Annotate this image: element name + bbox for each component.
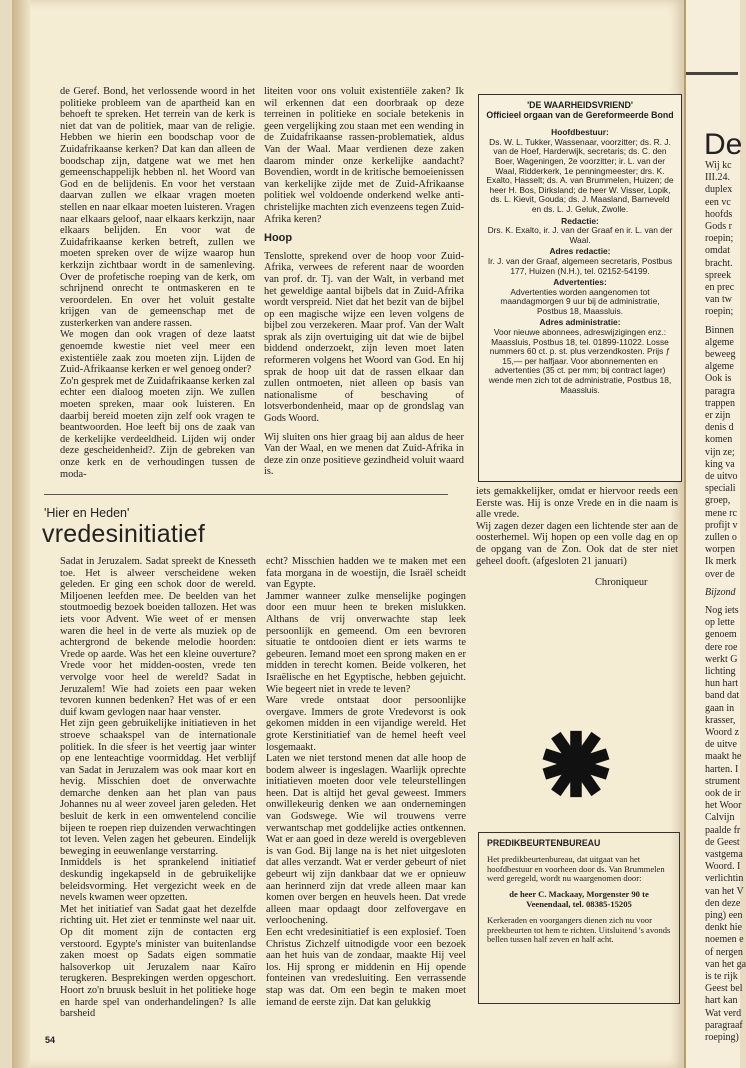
adjacent-page-line: Geest bel <box>705 983 743 995</box>
paragraph: Met het initiatief van Sadat gaat het dezelfde richting uit. Het ziet er tenminste wel naar uit. Op dit moment zijn de contacten erg verstoord. Egypte's minister van buitenlandse zaken moest op Sadats eigen sommatie halsoverkop uit Jeruzalem naar Kaïro terugkeren. Besprekingen werden opgeschort. Hoort zo'n bruusk besluit in het politieke hoge en harde spel van onderhandelingen? Is alle barsheid <box>60 903 256 1020</box>
preaching-bureau-box <box>478 832 680 1004</box>
adjacent-page-line: de uitvo <box>705 471 738 482</box>
paragraph: iets gemakkelijker, omdat er hiervoor reeds een Eerste was. Hij is onze Vrede en in die naam is alle vrede. <box>476 486 678 521</box>
adjacent-page-line: ook de ir <box>705 788 741 799</box>
paragraph: Laten we niet terstond menen dat alle hoop de bodem alweer is ingeslagen. Waarlijk oprechte initiatieven moeten door vele teleurstellingen heen. Dat is altijd het geval geweest. Immers onwillekeurig denken we aan ondernemingen van Godswege. Wie wil trouwens verre verwantschap met goddelijke acties ontkennen. Wat er aan goed in deze wereld is overgebleven is van God. Bij lange na is het niet uitgesloten dat alles verzandt. Wat er verder gebeurt of niet gebeurt wij zijn dankbaar dat we er opnieuw aan herinnerd zijn dat vrede alleen maar kan komen over bergen en heuvels heen. Dat vrede alleen maar opdaagt door zelfovergave en verloochening. <box>266 753 466 927</box>
preaching-bureau-intro: Het predikbeurtenbureau, dat uitgaat van het hoofdbestuur en voorheen door ds. Van Brummelen werd geregeld, wordt nu waargenomen door: <box>487 853 665 884</box>
board-heading: Hoofdbestuur: <box>551 127 609 138</box>
adjacent-page-line: Ik merk <box>705 556 737 568</box>
adjacent-page-line: beweeg <box>705 349 736 360</box>
board-text: Ds. W. L. Tukker, Wassenaar, voorzitter; ds. R. J. van de Hoef, Harderwijk, secretaris; ds. C. den Boer, Wageningen, 2e voorzitter; ir. L. van der Waal, Ridderkerk, 1e penningmeester; drs. K. Exalto, Hasselt; ds. A. van Brummelen, Huizen; de heer H. Bos, Dirksland; de heer W. Visser, Lopik, ds. L. Kievit, Gouda; ds. J. Maasland, Barneveld en ds. L. J. Geluk, Zwolle. <box>486 136 674 214</box>
preaching-bureau-footer: Kerkeraden en voorgangers dienen zich nu voor preekbeurten tot hem te richten. Uitsluitend 's avonds bellen tussen half zeven en half acht. <box>487 914 671 945</box>
adjacent-page-line: bracht. <box>705 257 733 269</box>
top-middle-column <box>264 86 464 478</box>
adjacent-page-line: paragra <box>705 385 735 397</box>
adjacent-page-line: zullen o <box>705 532 737 543</box>
paragraph: Wij zagen dezer dagen een lichtende ster aan de oosterhemel. Wij hopen op een volle dag en op de opgang van de Zon. Ook dat de ster niet geheel dooft. (afgesloten 21 januari) <box>476 520 678 567</box>
address-text: Ir. J. van der Graaf, algemeen secretaris, Postbus 177, Huizen (N.H.), tel. 02152-54199. <box>487 255 673 276</box>
paragraph: Ware vrede ontstaat door persoonlijke overgave. Immers de grote Vredevorst is ook gekomen midden in een vijandige wereld. Het grote Kerstinitiatief van de hemel heeft veel losgemaakt. <box>266 695 466 753</box>
ads-text: Advertenties worden aangenomen tot maandagmorgen 9 uur bij de administratie, Postbus 18, Maassluis. <box>500 286 660 316</box>
article-column-2 <box>266 556 466 1008</box>
adjacent-page-line: hun hart <box>705 678 739 690</box>
top-left-column <box>60 86 255 480</box>
adjacent-page-line: speciali <box>705 483 736 495</box>
adjacent-page-line: hoofds <box>705 208 733 220</box>
adjacent-page-line: paragraaf <box>705 1019 743 1031</box>
adjacent-page-line: er zijn <box>705 410 731 421</box>
paragraph: de Geref. Bond, het verlossende woord in het politieke probleem van de apartheid kan en behoeft te spreken. Het terrein van de kerk is niet dat van de politiek, maar van de religie. Hebben we hierin een boodschap voor de Zuidafrikaanse kerken? Dat kan dan alleen de boodschap zijn, datgene wat we met hen gemeenschappelijk hebben nl. het Woord van God en de belijdenis. En voor het verstaan daarvan zullen we elkaar vragen moeten stellen en naar elkaar moeten luisteren. Vragen naar elkaars geloof, naar elkaars kerkzijn, naar elkaars belijden. En voor wat de Zuidafrikaanse kerken betreft, zullen we moeten spreken over de wijze waarop hun kerkzijn zichtbaar wordt in de samenleving. Over de profetische roeping van de kerk, om schrijnend onrecht te ontmaskeren en te veroordelen. En over het voluit gestalte krijgen van de gemeenschap met de zusterkerken van andere rassen. <box>60 86 255 329</box>
adjacent-page-line: over de <box>705 568 735 580</box>
adjacent-page-line: Calvijn <box>705 812 735 824</box>
ads-heading: Advertenties: <box>553 277 607 288</box>
article-column-1 <box>60 556 256 1020</box>
adjacent-page-line: ping) een <box>705 910 743 921</box>
paragraph: Sadat in Jeruzalem. Sadat spreekt de Knesseth toe. Het is alweer verscheidene weken geleden. Er ging een schok door de wereld. Miljoenen leefden mee. De beelden van het stoutmoedig bezoek boeiden tallozen. Het was iets voor Advent. Wie weet of er mensen waren die heel in de verte als muziek op de achtergrond de bekende melodie hoorden: Vrede op aarde. Was het een kleine ouverture? Vrede voor het midden-oosten, vrede ten vervolge voor heel de wereld? Sadat in Jeruzalem! Wie had zoiets een paar weken tevoren kunnen bedenken? Het was of er een duif kwam gevlogen naar haar venster. <box>60 556 256 718</box>
adjacent-page-line: worpen <box>705 544 735 556</box>
adjacent-page-line: Bijzond <box>705 586 736 598</box>
adjacent-page-line: komen <box>705 434 733 446</box>
adjacent-page-line: paalde fr <box>705 824 741 836</box>
adjacent-page-line: den deze <box>705 897 741 909</box>
adjacent-page-line: of nergen <box>705 946 743 958</box>
adjacent-page-line: van het ga <box>705 958 746 970</box>
adjacent-page-line: algeme <box>705 336 734 348</box>
editorial-heading: Redactie: <box>561 215 599 226</box>
adjacent-page-line: Woord. I <box>705 861 741 873</box>
adjacent-page-line: III.24. <box>705 172 730 184</box>
adjacent-page-line: de Geest <box>705 836 740 848</box>
adjacent-page-line: werkt G <box>705 653 738 665</box>
adjacent-page-line: algeme <box>705 361 734 373</box>
adjacent-page-line: is te rijk <box>705 971 738 982</box>
article-column-3 <box>476 486 678 567</box>
adjacent-page-line: Wat verd <box>705 1007 742 1019</box>
adjacent-page-line: Binnen <box>705 324 734 336</box>
colophon-box <box>478 94 682 482</box>
preaching-bureau-title: PREDIKBEURTENBUREAU <box>487 838 601 848</box>
page-number: 54 <box>45 1035 56 1045</box>
address-heading: Adres redactie: <box>549 246 611 257</box>
adjacent-page-line: noemen e <box>705 934 744 946</box>
hoop-heading: Hoop <box>264 232 293 245</box>
adjacent-page-line: genoem <box>705 629 737 641</box>
adjacent-page-line: van tw <box>705 294 732 306</box>
adjacent-page-line: groep, <box>705 495 731 507</box>
adjacent-page-line: king va <box>705 458 735 470</box>
article-headline: vredesinitiatief <box>42 520 206 548</box>
adjacent-page-line: band dat <box>705 690 740 702</box>
paragraph: liteiten voor ons voluit existentiële zaken? Ik wil erkennen dat een doorbraak op deze terreinen in politieke en sociale betekenis in geen vergelijking zou staan met een wending in de Zuidafrikaanse rassen-problematiek, aldus Van der Waal. Maar verdienen deze zaken daarom minder onze kerkelijke aandacht? Bovendien, wordt in de kritische bemoeienissen van kerkelijke zijde met de Zuid-Afrikaanse politiek wel voldoende onderkend welke anti-christelijke machten zich evenzeens tegen Zuid-Afrika keren? <box>264 86 464 225</box>
paragraph: Het zijn geen gebruikelijke initiatieven in het stroeve schaakspel van de internationale politiek. In die sfeer is het veertig jaar winter op ene lenteachtige voormiddag. Het verblijf van Sadat in Jeruzalem was ook maar kort en hevig. Misschien doet de onverwachte demarche denken aan het plan van paus Johannes nu al weer zoveel jaren geleden. Het besluit de kerk in een omwentelend concilie bijeen te roepen riep duizenden verwachtingen tot leven. Velen zagen het gebeuren. Eindelijk beweging in eeuwenlange verstarring. <box>60 718 256 857</box>
paragraph: We mogen dan ook vragen of deze laatst genoemde kwestie niet veel meer een existentiële zaak zou moeten zijn. Lijden de Zuid-Afrikaanse kerken er wel genoeg onder? <box>60 329 255 376</box>
adjacent-page-line: roepin; <box>705 306 734 318</box>
adjacent-page-line: van het V <box>705 885 744 897</box>
editorial-text: Drs. K. Exalto, ir. J. van der Graaf en ir. L. van der Waal. <box>487 225 673 245</box>
adjacent-page-line: gaan in <box>705 702 735 714</box>
adjacent-page-line: Gods r <box>705 221 732 232</box>
adjacent-page-line: profijt v <box>705 519 738 531</box>
colophon-subtitle: Officieel orgaan van de Gereformeerde Bond <box>486 109 674 120</box>
adjacent-page-line: en prec <box>705 282 735 293</box>
adjacent-page-line: een vc <box>705 196 731 208</box>
adjacent-page-line: trappen <box>705 397 735 409</box>
adjacent-page-line: Ook is <box>705 373 732 385</box>
paragraph: Jammer wanneer zulke menselijke pogingen door een muur heen te breken mislukken. Althans de vrij onverwachte stap leek persoonlijk en gemeend. Om een bevroren situatie te ontdooien dient er iets warms te gebeuren. Iemand moet een sprong maken en er midden in terecht komen. Beide volkeren, het Israëlische en het Egyptische, hebben gejuicht. Wie begeert niet in vrede te leven? <box>266 590 466 695</box>
paragraph: Wij sluiten ons hier graag bij aan aldus de heer Van der Waal, en we menen dat Zuid-Afrika in deze zin onze positieve gezindheid voluit waard is. <box>264 431 464 478</box>
adjacent-page-line: Wij kc <box>705 160 732 171</box>
adjacent-page-rule <box>686 72 738 75</box>
admin-text: Voor nieuwe abonnees, adreswijzigingen enz.: Maassluis, Postbus 18, tel. 01899-11022. Losse nummers 60 ct. p. st. plus verzendkosten. Prijs ƒ 15,— per halfjaar. Voor abonnementen en advertenties (35 ct. per mm; bij contract lager) wende men zich tot de administratie, Postbus 18, Maassluis. <box>488 327 672 395</box>
adjacent-page-line: duplex <box>705 184 733 196</box>
paragraph: Tenslotte, sprekend over de hoop voor Zuid-Afrika, verwees de referent naar de woorden van prof. dr. Tj. van der Walt, in verband met het geweldige aantal bijbels dat in Zuid-Afrika wordt verspreid. Niet dat het bezit van de bijbel op een magische wijze een leven volgens de bijbel zou verzekeren. Maar prof. Van der Walt sprak als zijn overtuiging uit dat wie de bijbel biddend onderzoekt, zijn leven moet laten reformeren volgens het Woord van God. En hij sprak de hoop uit dat de rassen elkaar dan zullen ontmoeten, niet alleen op basis van nationalisme of beschaving of lotsverbondenheid, maar op de grondslag van Gods Woord. <box>264 250 464 425</box>
adjacent-page-line: denkt hie <box>705 922 742 934</box>
adjacent-page-line: omdat <box>705 245 730 257</box>
paragraph: echt? Misschien hadden we te maken met een fata morgana in de woestijn, die Israël scheidt van Egypte. <box>266 556 466 591</box>
adjacent-page-headline: De <box>704 128 743 161</box>
adjacent-page-line: de uitve <box>705 739 737 751</box>
asterisk-ornament-icon <box>540 728 612 800</box>
colophon-title: 'DE WAARHEIDSVRIEND' <box>527 100 633 110</box>
adjacent-page-line: op lette <box>705 617 735 629</box>
adjacent-page-line: krasser, <box>705 714 736 726</box>
admin-heading: Adres administratie: <box>539 317 621 328</box>
adjacent-page-line: harten. I <box>705 763 739 775</box>
adjacent-page-line: verlichtin <box>705 873 744 885</box>
article-signature: Chroniqueur <box>595 577 648 588</box>
adjacent-page-line: maakt he <box>705 751 742 763</box>
adjacent-page-line: lichting <box>705 666 736 677</box>
adjacent-page-line: roeping) <box>705 1032 739 1043</box>
preaching-bureau-address: de heer C. Mackaay, Morgenster 90 te Veenendaal, tel. 08385-15205 <box>509 889 649 909</box>
adjacent-page-line: hart kan <box>705 995 738 1007</box>
page-binding <box>12 0 30 1068</box>
section-divider <box>44 494 448 495</box>
paragraph: Een echt vredesinitiatief is een explosief. Toen Christus Zichzelf uitnodigde voor een bezoek aan het huis van de zondaar, maakte Hij veel los. Hij sprong er middenin en Hij opende fonteinen van vredesluiting. Een verrassende stap was dat. Om een begin te maken moet iemand de eerste zijn. Dat kan gelukkig <box>266 927 466 1008</box>
article-kicker: 'Hier en Heden' <box>44 506 130 520</box>
adjacent-page-line: strument <box>705 775 740 787</box>
adjacent-page-line: Nog iets <box>705 605 739 616</box>
adjacent-page-line: denis d <box>705 422 734 434</box>
adjacent-page-line: mene rc <box>705 507 737 519</box>
adjacent-page-line: vastgema <box>705 849 743 860</box>
adjacent-page-line: roepin; <box>705 233 734 245</box>
paragraph: Inmiddels is het sprankelend initiatief deskundig ingekapseld in de gebruikelijke beleidsvorming. Het vergezicht week en de nevels kwamen weer opzetten. <box>60 857 256 904</box>
paragraph: Zo'n gesprek met de Zuidafrikaanse kerken zal echter een dialoog moeten zijn. We zullen moeten spreken, maar ook luisteren. En daarbij bereid moeten zijn zelf ook vragen te beantwoorden. Hoe leeft bij ons de zaak van de kerkelijke verdeeldheid. Lijden wij onder deze gescheidenheid?. Zijn de gebreken van onze kerk en de verhoudingen tussen de moda- <box>60 375 255 480</box>
adjacent-page-line: dere roe <box>705 641 738 653</box>
adjacent-page-line: vijn ze; <box>705 446 735 458</box>
adjacent-page-line: Woord z <box>705 727 739 738</box>
adjacent-page-line: spreek <box>705 269 732 281</box>
adjacent-page-line: het Woor <box>705 800 742 812</box>
